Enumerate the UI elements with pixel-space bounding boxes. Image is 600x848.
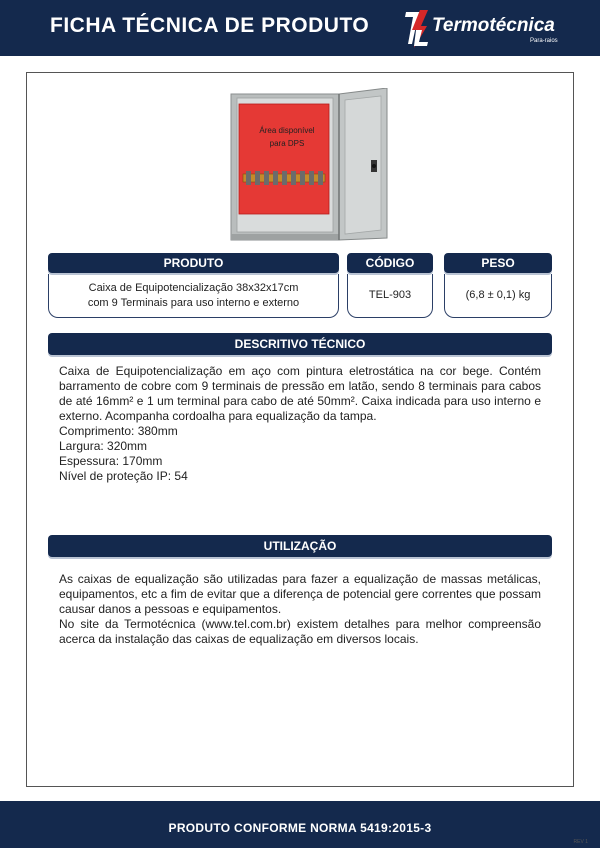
spec-thickness: Espessura: 170mm [59,454,163,468]
company-logo [402,8,572,48]
lightning-logo-icon [402,8,432,48]
weight-value-text: (6,8 ± 0,1) kg [465,289,531,301]
footer-bar [0,801,600,848]
utilizacao-body [59,572,541,647]
utilizacao-paragraph-2: No site da Termotécnica (www.tel.com.br) existem detalhes para melhor compreensão acerca da instalação das caixas de equalização em diversos locais. [59,617,541,646]
header-bar [0,0,600,56]
revision-label: REV 1 [573,839,588,845]
product-image [225,88,395,248]
utilizacao-header: UTILIZAÇÃO [48,535,552,557]
descritivo-body [59,364,541,484]
spec-length: Comprimento: 380mm [59,424,178,438]
logo-subtitle: Para-raios [530,38,558,44]
code-value-text: TEL-903 [368,289,412,301]
spec-ip-rating: Nível de proteção IP: 54 [59,469,188,483]
product-value-line2: com 9 Terminais para uso interno e externo [87,296,300,309]
descritivo-paragraph: Caixa de Equipotencialização em aço com pintura eletrostática na cor bege. Contém barramento de cobre com 9 terminais de pressão em latão, sendo 8 terminais para cabos de até 16mm² e 1 um terminal para cabo de até 50mm². Caixa indicada para uso interno e externo. Acompanha cordoalha para equalização da tampa. [59,364,541,423]
weight-value [444,274,552,318]
code-header: CÓDIGO [347,253,433,273]
product-value [48,274,339,318]
weight-header: PESO [444,253,552,273]
descritivo-header: DESCRITIVO TÉCNICO [48,333,552,355]
product-value-line1: Caixa de Equipotencialização 38x32x17cm [88,281,299,294]
product-header: PRODUTO [48,253,339,273]
image-label-line1: Área disponível [259,126,315,135]
spec-width: Largura: 320mm [59,439,148,453]
footer-norm-text: PRODUTO CONFORME NORMA 5419:2015-3 [168,821,432,835]
page-title: FICHA TÉCNICA DE PRODUTO [50,14,370,37]
image-label-line2: para DPS [269,139,305,148]
code-value [347,274,433,318]
utilizacao-paragraph-1: As caixas de equalização são utilizadas para fazer a equalização de massas metálicas, equipamentos, etc a fim de evitar que a diferença de potencial gere correntes que possam causar danos a pessoas e equipamentos. [59,572,541,616]
logo-name: Termotécnica [432,15,555,36]
